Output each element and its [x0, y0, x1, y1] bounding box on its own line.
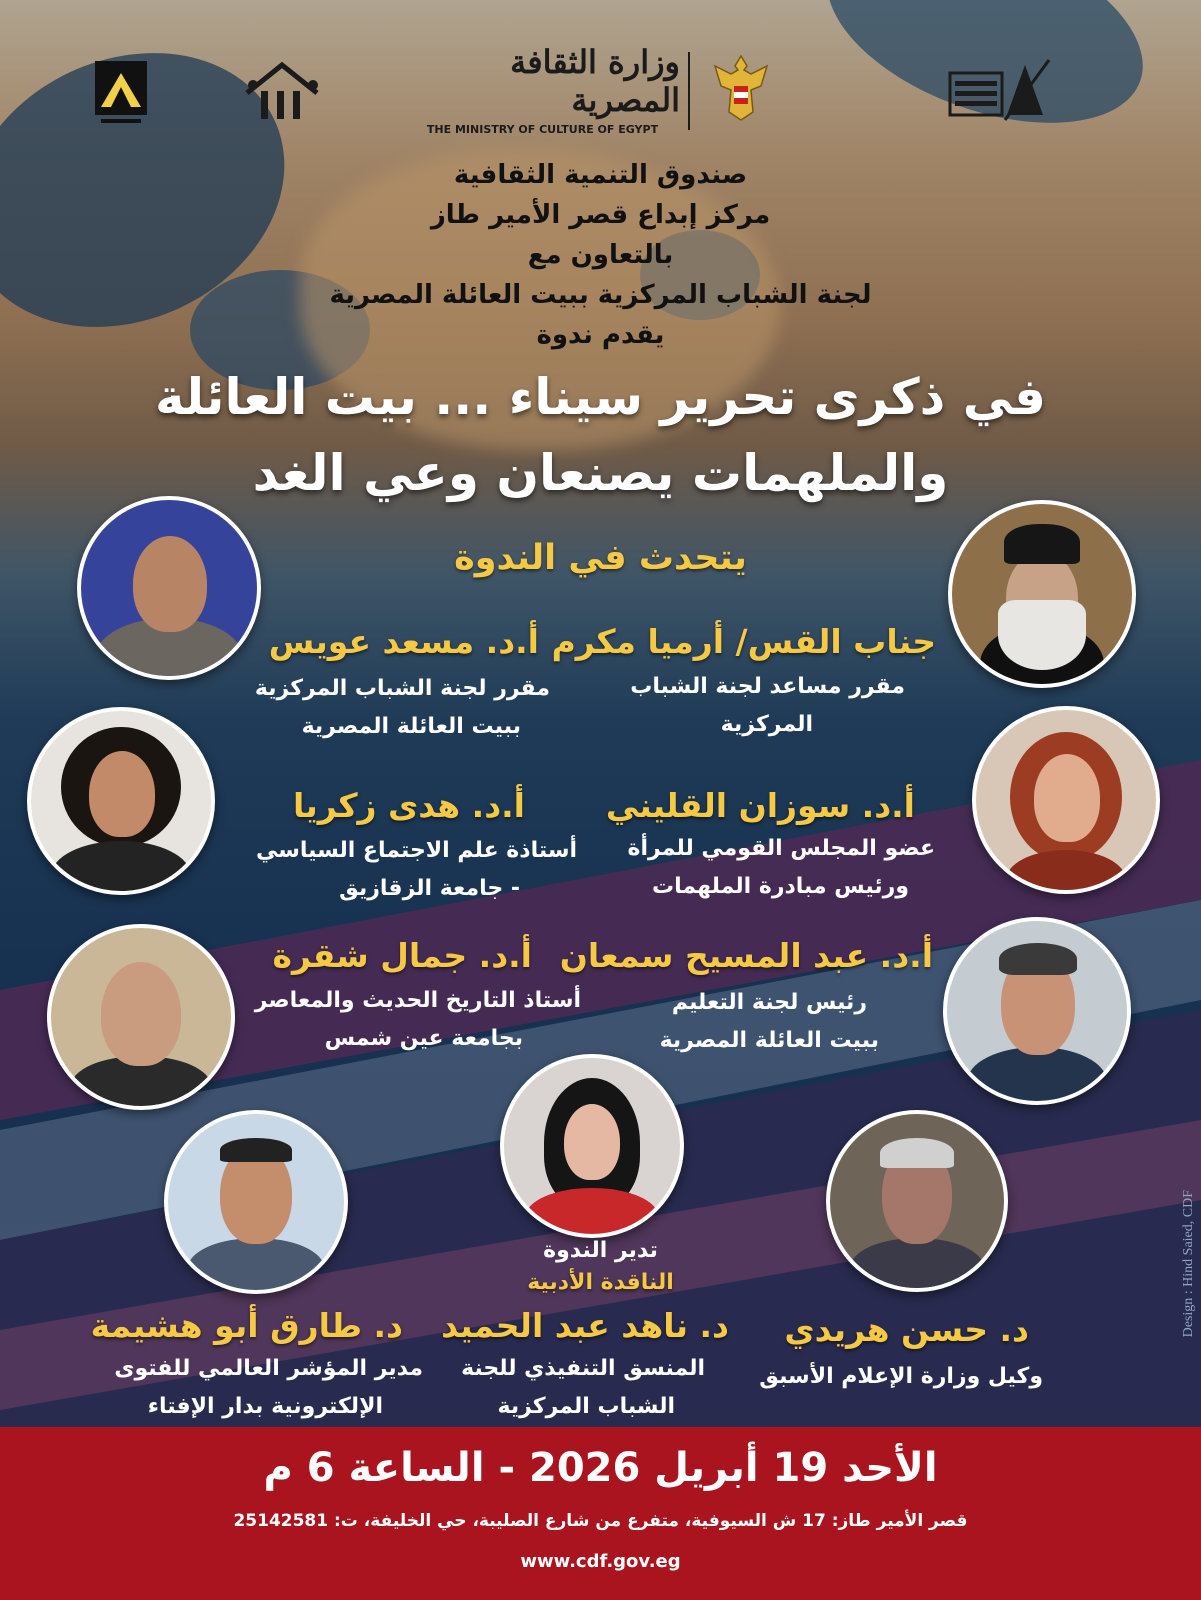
speaker-role-s9-line1: مدير المؤشر العالمي للفتوى — [114, 1356, 423, 1381]
speaker-photo-s5 — [943, 917, 1131, 1105]
speaker-role-s6-line1: أستاذ التاريخ الحديث والمعاصر — [254, 988, 581, 1013]
presents-line: يقدم ندوة — [536, 320, 665, 350]
speaker-role-s5-line2: ببيت العائلة المصرية — [659, 1028, 879, 1053]
speaker-role-s8-line2: الشباب المركزية — [497, 1394, 675, 1419]
ministry-name-en: THE MINISTRY OF CULTURE OF EGYPT — [426, 122, 659, 136]
organizer-line-1: صندوق التنمية الثقافية — [453, 160, 748, 190]
website-link[interactable]: www.cdf.gov.eg — [520, 1551, 681, 1572]
design-credit: Design : Hind Saied, CDF — [1181, 1190, 1196, 1338]
speaker-role-s4-line1: أستاذة علم الاجتماع السياسي — [255, 838, 577, 863]
speaker-name-s1: جناب القس/ أرميا مكرم — [551, 622, 936, 661]
speaker-photo-s1 — [948, 500, 1136, 688]
speaker-photo-s8 — [500, 1054, 684, 1238]
creativity-center-logo — [90, 56, 152, 132]
ministry-of-culture-logo — [405, 42, 680, 136]
event-footer — [0, 1427, 1201, 1600]
speaker-role-s3-line2: ورئيس مبادرة الملهمات — [652, 874, 909, 899]
event-datetime: الأحد 19 أبريل 2026 - الساعة 6 م — [263, 1445, 938, 1491]
speaker-role-s7-line1: وكيل وزارة الإعلام الأسبق — [759, 1364, 1043, 1389]
eagle-icon — [711, 52, 771, 124]
speaker-name-s9: د. طارق أبو هشيمة — [90, 1306, 403, 1345]
speaker-name-s5: أ.د. عبد المسيح سمعان — [559, 936, 933, 975]
speaker-role-s2-line2: ببيت العائلة المصرية — [301, 714, 521, 739]
speaker-role-s6-line2: بجامعة عين شمس — [324, 1026, 523, 1051]
speaker-role-s2-line1: مقرر لجنة الشباب المركزية — [254, 676, 550, 701]
speaker-role-s1-line1: مقرر مساعد لجنة الشباب — [630, 674, 905, 699]
speaker-name-s4: أ.د. هدى زكريا — [293, 786, 525, 825]
speakers-heading: يتحدث في الندوة — [454, 538, 747, 578]
egypt-eagle-emblem — [708, 50, 774, 126]
ministry-name-ar: وزارة الثقافة المصرية — [510, 42, 680, 119]
moderator-title: الناقدة الأدبية — [527, 1270, 674, 1295]
speaker-name-s8: د. ناهد عبد الحميد — [441, 1306, 729, 1345]
moderator-label: تدير الندوة — [543, 1238, 658, 1263]
logo-divider — [688, 52, 690, 130]
house-icon — [227, 59, 337, 125]
speaker-role-s3-line1: عضو المجلس القومي للمرأة — [627, 836, 935, 861]
speaker-role-s8-line1: المنسق التنفيذي للجنة — [461, 1356, 705, 1381]
speaker-role-s9-line2: الإلكترونية بدار الإفتاء — [147, 1394, 383, 1419]
event-title-line-1: في ذكرى تحرير سيناء ... بيت العائلة — [154, 368, 1047, 426]
egyptian-family-house-logo — [222, 56, 342, 128]
collaboration-line: بالتعاون مع — [527, 240, 674, 270]
speaker-name-s6: أ.د. جمال شقرة — [272, 936, 532, 975]
speaker-name-s3: أ.د. سوزان القليني — [605, 786, 915, 825]
cultural-development-fund-logo — [940, 50, 1060, 130]
cdf-emblem-icon — [945, 55, 1055, 125]
event-address: قصر الأمير طاز: 17 ش السيوفية، متفرع من شارع الصليبة، حي الخليفة، ت: 25142581 — [233, 1511, 968, 1531]
speaker-name-s2: أ.د. مسعد عويس — [268, 622, 539, 661]
speaker-role-s1-line2: المركزية — [720, 712, 813, 737]
speaker-photo-s4 — [27, 707, 215, 895]
speaker-role-s5-line1: رئيس لجنة التعليم — [671, 990, 867, 1015]
speaker-role-s4-line2: - جامعة الزقازيق — [339, 876, 520, 901]
speaker-photo-s3 — [972, 706, 1160, 894]
organizer-line-2: مركز إبداع قصر الأمير طاز — [430, 200, 771, 230]
partner-line: لجنة الشباب المركزية ببيت العائلة المصرية — [329, 280, 872, 310]
speaker-name-s7: د. حسن هريدي — [784, 1310, 1029, 1349]
speaker-photo-s6 — [47, 924, 235, 1110]
speaker-photo-s2 — [77, 496, 261, 680]
book-leaf-icon — [93, 59, 149, 129]
event-title-line-2: والملهمات يصنعان وعي الغد — [252, 444, 949, 502]
